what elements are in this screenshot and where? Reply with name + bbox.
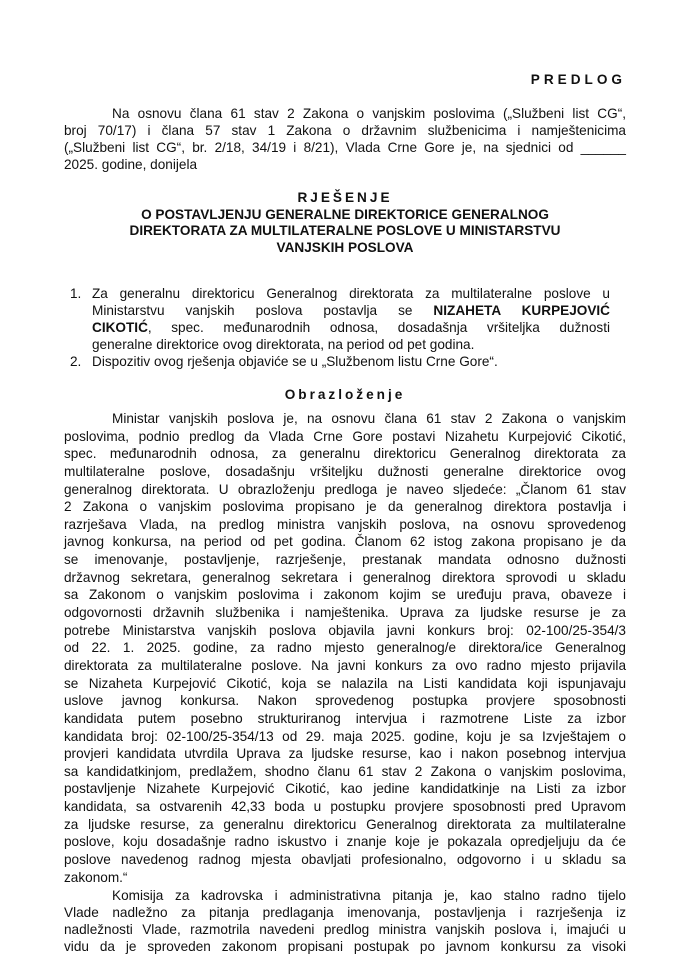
paragraph-line: vidu da je sproveden zakonom propisani postupak po javnom konkursu za visoki: [64, 939, 626, 954]
paragraph-line: 2 Zakona o vanjskim poslovima propisano je da generalnog direktora postavlja i: [64, 499, 626, 515]
paragraph-line: kandidata, sa ostvarenih 42,33 boda u postupku provjere sposobnosti pred Upravom: [64, 799, 626, 815]
paragraph-line: provjeri kandidata utvrdila Uprava za ljudske resurse, kao i nakon posebnog intervjua: [64, 746, 626, 762]
paragraph-line: potrebe Ministarstva vanjskih poslova objavila javni konkurs broj: 02-100/25-354/3: [64, 622, 626, 638]
paragraph-line: za ljudske resurse, za generalnu direktoricu Generalnog direktorata za multilateralne: [64, 816, 626, 832]
decision-title-line: O POSTAVLJENJU GENERALNE DIREKTORICE GENERALNOG: [141, 206, 549, 222]
intro-line: („Službeni list CG“, br. 2/18, 34/19 i 8/21), Vlada Crne Gore je, na sjednici od ______: [64, 140, 626, 155]
appointee-surname: CIKOTIĆ: [92, 320, 148, 335]
paragraph-line: direktorata za multilateralne poslove. Na javni konkurs za ovo radno mjesto prijavila: [64, 657, 626, 673]
paragraph-line: postavljenje Nizahete Kurpejović Cikotić, kao jedine kandidatkinje na Listi za izbor: [64, 781, 626, 797]
paragraph-line: se Nizaheta Kurpejović Cikotić, koja se nalazila na Listi kandidata koji ispunjavaju: [64, 675, 626, 691]
explanation-paragraph-2: [64, 887, 626, 955]
item-line: [92, 302, 610, 319]
document-status-label: PREDLOG: [530, 72, 626, 87]
item-line: [92, 319, 610, 336]
item-number: 2.: [70, 354, 82, 369]
item-number: 1.: [70, 286, 82, 301]
paragraph-line: poslovima, podnio predlog da Vlada Crne Gore postavi Nizahetu Kurpejović Cikotić,: [64, 428, 626, 444]
list-item: [70, 353, 626, 370]
decision-items: [70, 285, 626, 370]
paragraph-line: nadležnosti Vlade, razmotrila navedeni predlog ministra vanjskih poslova i, imajući u: [64, 922, 626, 937]
appointee-name: NIZAHETA KURPEJOVIĆ: [433, 303, 610, 318]
explanation-paragraph-1: [64, 410, 626, 886]
paragraph-line: spec. međunarodnih odnosa, za generalnu direktoricu Generalnog direktorata za: [64, 446, 626, 462]
intro-line: 2025. godine, donijela: [64, 157, 198, 172]
paragraph-line: Vlade nadležno za pitanja predlaganja imenovanja, postavljenja i razrješenja iz: [64, 905, 626, 920]
paragraph-line: zakonom.“: [64, 869, 128, 885]
decision-heading: RJEŠENJE: [297, 190, 393, 205]
explanation-heading: Obrazloženje: [284, 387, 406, 402]
paragraph-line: generalnog direktorata. U obrazloženju predloga je naveo sljedeće: „Članom 61 stav: [64, 481, 626, 497]
paragraph-line: Komisija za kadrovska i administrativna pitanja je, kao stalno radno tijelo: [112, 888, 626, 903]
item-line: generalne direktorice ovog direktorata, na period od pet godina.: [92, 337, 475, 352]
paragraph-line: se imenovanje, postavljenje, razrješenje, prestanak mandata odnosno dužnosti: [64, 552, 626, 568]
paragraph-line: od 22. 1. 2025. godine, za radno mjesto generalnog/e direktora/ice Generalnog: [64, 640, 626, 656]
decision-title: [64, 190, 626, 256]
paragraph-line: poslove, koju dosadašnje radno iskustvo i znanje koje je pokazala opredjeljuju da će: [64, 834, 626, 850]
paragraph-line: multilateralne poslove, dosadašnju vršiteljku dužnosti generalne direktorice ovog: [64, 463, 626, 479]
paragraph-line: kandidata putem posebno strukturiranog intervjua i razmotrene Liste za izbor: [64, 710, 626, 726]
decision-title-line: VANJSKIH POSLOVA: [276, 239, 414, 255]
item-text: , spec. međunarodnih odnosa, dosadašnja vršiteljka dužnosti: [147, 320, 610, 335]
item-line: Dispozitiv ovog rješenja objaviće se u „Službenom listu Crne Gore“.: [92, 354, 498, 369]
paragraph-line: poslove navedenog radnog mjesta obavljati profesionalno, odgovorno i u skladu sa: [64, 852, 626, 868]
paragraph-line: državnog sekretara, generalnog sekretara i generalnog direktora sprovodi u skladu: [64, 569, 626, 585]
intro-line: broj 70/17) i člana 57 stav 1 Zakona o državnim službenicima i namještenicima: [64, 123, 626, 138]
intro-paragraph: [64, 105, 626, 173]
paragraph-line: kandidata broj: 02-100/25-354/13 od 29. maja 2025. godine, koju je sa Izvještajem o: [64, 728, 626, 744]
decision-title-line: DIREKTORATA ZA MULTILATERALNE POSLOVE U MINISTARSTVU: [129, 223, 561, 238]
paragraph-line: razrješava Vlada, na predlog ministra vanjskih poslova, na osnovu sprovedenog: [64, 516, 626, 532]
paragraph-line: uslove javnog konkursa. Nakon sprovedenog postupka provjere sposobnosti: [64, 693, 626, 709]
paragraph-line: odgovornosti državnih službenika i namještenika. Uprava za ljudske resurse je za: [64, 605, 626, 621]
intro-line: Na osnovu člana 61 stav 2 Zakona o vanjskim poslovima („Službeni list CG“,: [112, 106, 626, 121]
item-line: Za generalnu direktoricu Generalnog direktorata za multilateralne poslove u: [92, 286, 610, 301]
paragraph-line: javnog konkursa, na period od pet godina. Članom 62 istog zakona propisano je da: [64, 534, 626, 550]
paragraph-line: sa kandidatkinjom, predlažem, shodno članu 61 stav 2 Zakona o vanjskim poslovima,: [64, 763, 626, 779]
item-text: Ministarstvu vanjskih poslova postavlja se: [92, 303, 434, 318]
list-item: [70, 285, 626, 353]
paragraph-line: Ministar vanjskih poslova je, na osnovu člana 61 stav 2 Zakona o vanjskim: [112, 411, 626, 426]
paragraph-line: sa Zakonom o vanjskim poslovima i zakonom kojim se uređuju prava, obaveze i: [64, 587, 626, 603]
